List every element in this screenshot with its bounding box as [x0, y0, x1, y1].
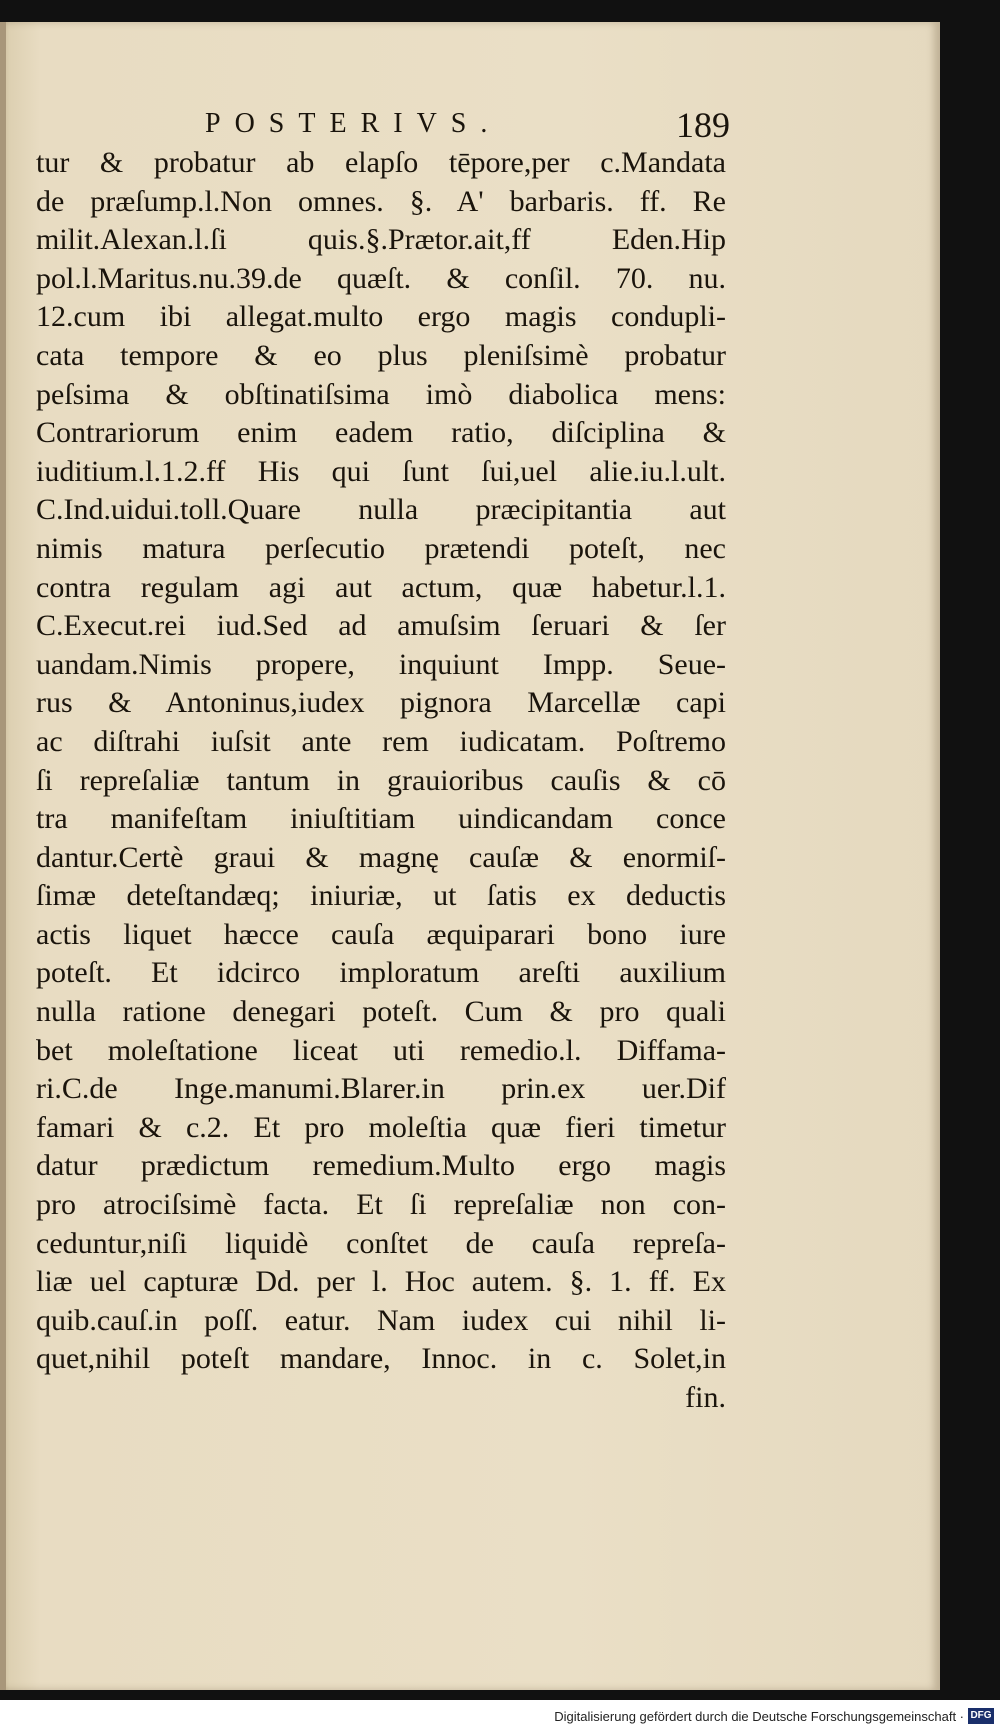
text-line: ſi repreſaliæ tantum in grauioribus cauſis & cō: [36, 763, 726, 797]
text-line: de præſump.l.Non omnes. §. A' barbaris. ff. Re: [36, 184, 726, 218]
text-line: tur & probatur ab elapſo tēpore,per c.Mandata: [36, 146, 726, 179]
text-line: iuditium.l.1.2.ff His qui ſunt ſui,uel alie.iu.l.ult.: [36, 454, 726, 488]
text-line: milit.Alexan.l.ſi quis.§.Prætor.ait,ff Eden.Hip: [36, 223, 726, 257]
text-line: ac diſtrahi iuſsit ante rem iudicatam. Poſtremo: [36, 724, 726, 758]
text-line: famari & c.2. Et pro moleſtia quæ fieri timetur: [36, 1110, 726, 1144]
text-line: ſimæ deteſtandæq; iniuriæ, ut ſatis ex deductis: [36, 879, 726, 913]
page-number: 189: [676, 105, 730, 145]
text-line: Contrariorum enim eadem ratio, diſciplina &: [36, 416, 726, 450]
text-line: pro atrociſsimè facta. Et ſi repreſaliæ non con-: [36, 1188, 726, 1222]
text-line: poteſt. Et idcirco imploratum areſti auxilium: [36, 956, 726, 990]
funding-credit: Digitalisierung gefördert durch die Deutsche Forschungsgemeinschaft ·: [554, 1709, 964, 1724]
leaf-gutter-edge: [0, 22, 6, 1690]
text-line: cata tempore & eo plus pleniſsimè probatur: [36, 338, 726, 372]
text-line: nimis matura perſecutio prætendi poteſt, nec: [36, 531, 726, 565]
dfg-logo-icon: DFG: [968, 1708, 994, 1724]
text-line: datur prædictum remedium.Multo ergo magis: [36, 1149, 726, 1183]
text-line: bet moleſtatione liceat uti remedio.l. Diffama-: [36, 1033, 726, 1067]
text-line: 12.cum ibi allegat.multo ergo magis condupli-: [36, 300, 726, 334]
text-line: contra regulam agi aut actum, quæ habetur.l.1.: [36, 570, 726, 604]
text-line: ceduntur,niſi liquidè conſtet de cauſa repreſa-: [36, 1226, 726, 1260]
text-line: dantur.Certè graui & magnę cauſæ & enormiſ-: [36, 840, 726, 874]
running-head: POSTERIVS.: [205, 108, 502, 139]
text-line: actis liquet hæcce cauſa æquiparari bono iure: [36, 917, 726, 951]
text-line: rus & Antoninus,iudex pignora Marcellæ capi: [36, 686, 726, 720]
body-text: [36, 144, 726, 1418]
text-line: tra manifeſtam iniuſtitiam uindicandam conce: [36, 802, 726, 836]
text-line: nulla ratione denegari poteſt. Cum & pro quali: [36, 995, 726, 1029]
text-line: quib.cauſ.in poſſ. eatur. Nam iudex cui nihil li-: [36, 1303, 726, 1337]
text-line: quet,nihil poteſt mandare, Innoc. in c. Solet,in: [36, 1342, 726, 1376]
text-line: C.Ind.uidui.toll.Quare nulla præcipitantia aut: [36, 493, 726, 527]
text-line: uandam.Nimis propere, inquiunt Impp. Seue-: [36, 647, 726, 681]
text-line: liæ uel capturæ Dd. per l. Hoc autem. §. 1. ff. Ex: [36, 1265, 726, 1299]
text-line: peſsima & obſtinatiſsima imò diabolica mens:: [36, 377, 726, 411]
text-line: ri.C.de Inge.manumi.Blarer.in prin.ex uer.Dif: [36, 1072, 726, 1106]
text-line: C.Execut.rei iud.Sed ad amuſsim ſeruari & ſer: [36, 609, 726, 643]
text-line: pol.l.Maritus.nu.39.de quæſt. & conſil. 70. nu.: [36, 261, 726, 295]
text-line-catchword: fin.: [685, 1381, 726, 1414]
